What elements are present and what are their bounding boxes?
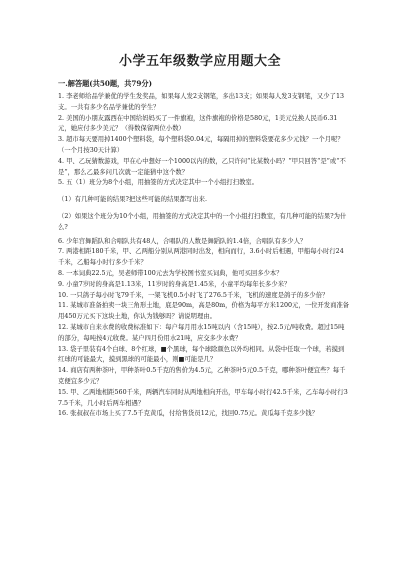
document-title: 小学五年级数学应用题大全 [118,54,281,69]
question-item: 6. 少年宫舞蹈队和合唱队共有48人，合唱队的人数是舞蹈队的1.4倍，合唱队有多少人？ [58,237,307,245]
question-item: 11. 某城市准备拍卖一块三角形土地，底是90m，高是80m，价格为每平方米1200元，一位开发商准备用450万元买下这块土地，你认为钱够吗？请说明理由。 [58,302,350,321]
question-item: 4. 甲、乙玩猜数游戏，甲在心中想好一个1000以内的数，乙只许问“比某数小吗？”甲只回答“是”或“不是”，那么乙最多问几次就一定能猜中这个数？ [58,157,346,176]
question-subitem: （1）有几种可能的结果?把这些可能的结果都写出来. [58,196,208,204]
question-list [58,92,350,420]
question-item: 12. 某城市自来水费的收费标准如下：每户每月用水15吨以内（含15吨），按2.5元/吨收费。超过15吨的部分，每吨按4元收费。某户四月份用水21吨，应交多少水费？ [58,323,345,342]
question-item: 14. 商店有两种茶叶，甲种茶叶0.5千克的售价为4.5元，乙种茶叶5元0.5千克，哪种茶叶便宜些？每千克便宜多少元？ [58,367,346,385]
question-item: 3. 超市每天要用掉1400个塑料袋，每个塑料袋0.04元，每隔用掉的塑料袋要花多少元钱？一个月呢？（一个月按30天计算） [58,136,344,154]
question-item: 5. 五（1）班分为8个小组，用抽签的方式决定其中一个小组打扫教室。 [58,179,259,187]
question-item: 15. 甲、乙两地相距560千米，两辆汽车同时从两地相向开出，甲车每小时行42.5千米，乙车每小时行37.5千米，几小时后两车相遇？ [58,388,348,407]
question-item: 10. 一只鸽子每小时飞79千米，一架飞机0.5小时飞了276.5千米，飞机的速度是鸽子的多少倍？ [58,291,329,299]
question-item: 16. 张叔叔在市场上买了7.5千克黄瓜，付给售货员12元，找回0.75元。黄瓜每千克多少钱？ [58,410,319,418]
question-item: 8. 一本词典22.5元，吴老师带100元去为学校图书室买词典，他可买回多少本？ [58,269,283,277]
question-item: 7. 两港相距180千米，甲、乙两船分别从两港同时出发，相向而行，3.6小时后相遇，甲船每小时行24千米，乙船每小时行多少千米？ [58,248,344,267]
question-subitem: （2）如果这个班分为10个小组，用抽签的方式决定其中的一个小组打扫教室，有几种可能的结果?为什么? [58,212,347,231]
section-heading: 一.解答题(共50题，共79分) [58,79,152,88]
question-item: 2. 美国的小朋友露西在中国给妈妈买了一件旗袍，这件旗袍的价格是580元，1美元兑换人民币6.31元，她应付多少美元？（得数保留两位小数） [58,114,338,133]
question-item: 9. 小童7岁时的身高是1.13米，11岁时的身高是1.45米，小童平均每年长多少米？ [58,280,291,288]
question-item: 1. 李老师给品学兼优的学生发奖品，如果每人发2支钢笔，多出13支；如果每人发3支钢笔，又少了13支。一共有多少名品学兼优的学生？ [58,93,345,111]
question-item: 13. 袋子里装有4个白球、8个红球，■个黑球，每个球除颜色以外均相同。从袋中任取一个球，若摸到红球的可能最大，摸到黑球的可能最小，则■可能是几？ [58,345,345,364]
